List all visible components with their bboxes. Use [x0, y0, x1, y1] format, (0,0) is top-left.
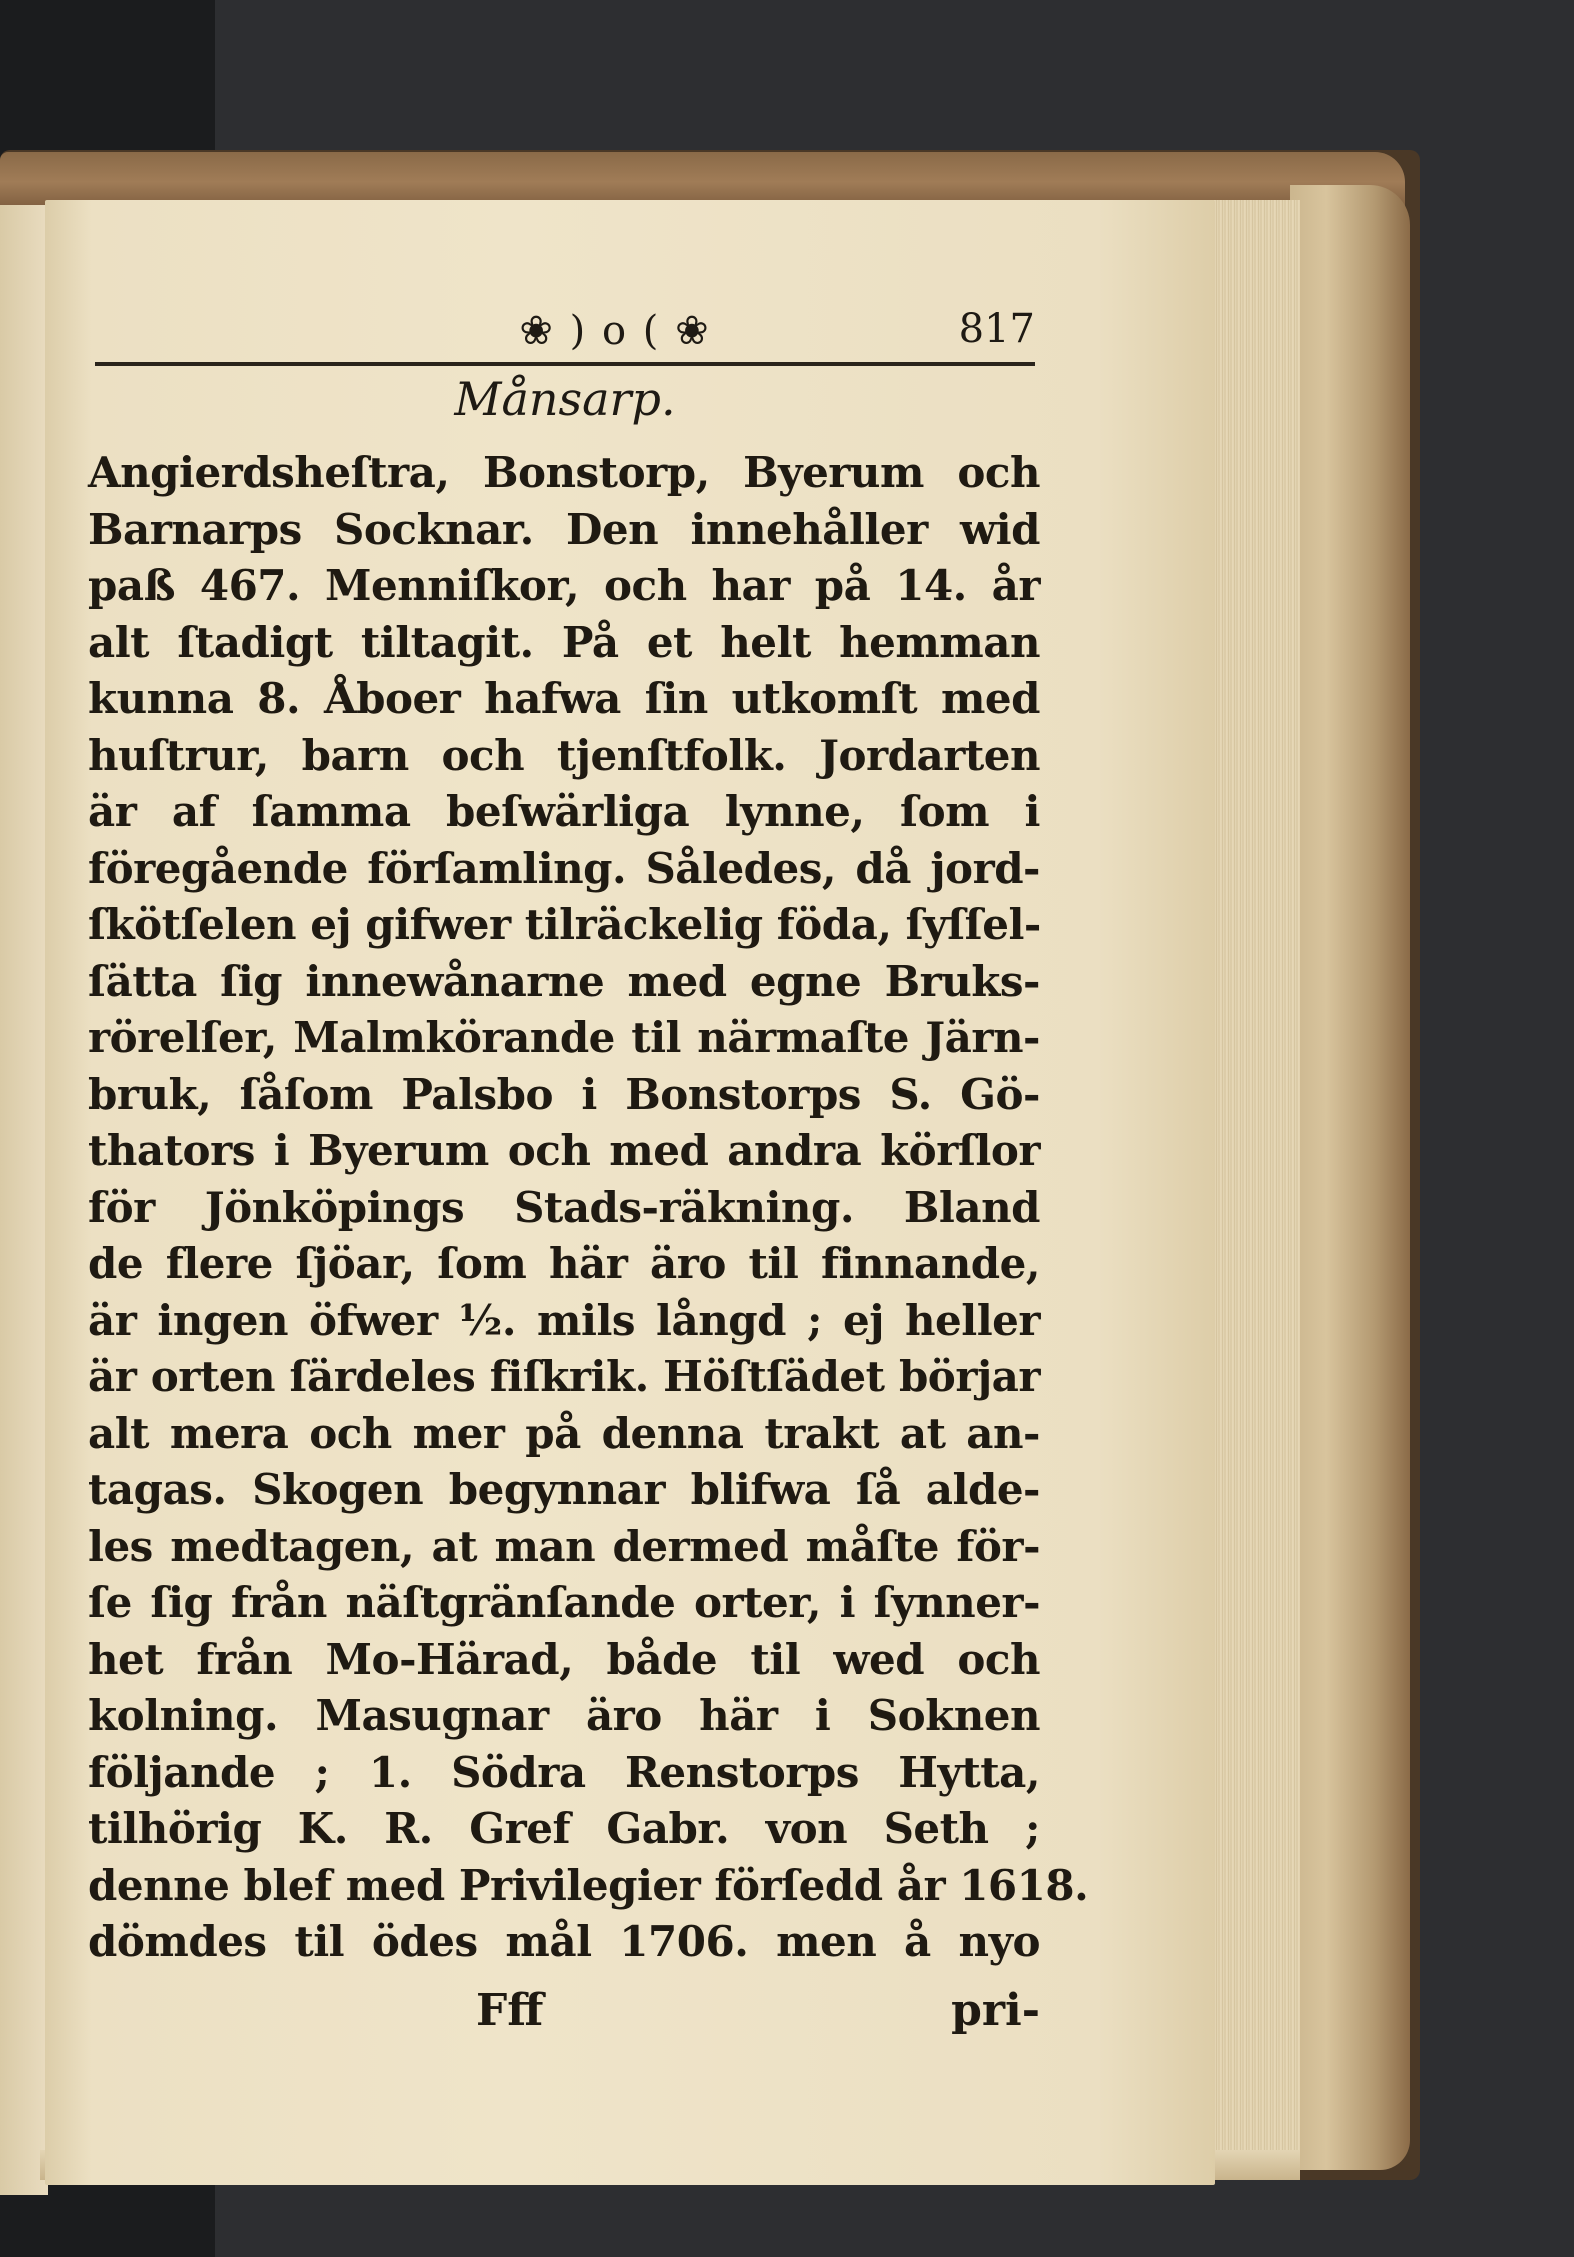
text-line: tagas. Skogen begynnar blifwa ſå alde-	[88, 1465, 1040, 1514]
book-binding-edge	[1290, 185, 1410, 2170]
text-line: tilhörig K. R. Gref Gabr. von Seth ;	[88, 1804, 1040, 1853]
text-line: het från Mo-Härad, både til wed och	[88, 1634, 1040, 1684]
text-line: Barnarps Socknar. Den innehåller wid	[88, 504, 1040, 554]
text-line: är af ſamma beſwärliga lynne, ſom i	[88, 787, 1040, 836]
header-ornament: ❀ ) o ( ❀	[519, 308, 711, 354]
text-line: ſätta ſig innewånarne med egne Bruks-	[88, 956, 1040, 1006]
page-footer	[88, 1985, 1040, 2045]
page-number: 817	[958, 306, 1035, 352]
text-line: följande ; 1. Södra Renstorps Hytta,	[88, 1747, 1040, 1797]
catchword: pri-	[951, 1985, 1040, 2036]
page-stack-edge	[1205, 200, 1300, 2155]
text-line: de flere ſjöar, ſom här äro til finnande,	[88, 1239, 1040, 1288]
text-line: bruk, ſåſom Palsbo i Bonstorps S. Gö-	[88, 1069, 1040, 1119]
text-line: kolning. Masugnar äro här i Soknen	[88, 1691, 1040, 1740]
header-rule	[95, 362, 1035, 366]
running-header	[95, 300, 1035, 360]
text-line: alt ſtadigt tiltagit. På et helt hemman	[88, 617, 1040, 667]
text-line: är orten ſärdeles fiſkrik. Höſtſädet börjar	[88, 1352, 1040, 1401]
text-line: les medtagen, at man dermed måſte för-	[88, 1521, 1040, 1571]
text-line: thators i Byerum och med andra körſlor	[88, 1126, 1040, 1175]
section-heading: Månsarp.	[454, 372, 676, 426]
text-line: dömdes til ödes mål 1706. men å nyo	[88, 1917, 1040, 1966]
text-line: ſe ſig från näſtgränſande orter, i ſynner-	[88, 1578, 1040, 1627]
text-line: ſkötſelen ej gifwer tilräckelig föda, ſyſſel-	[88, 900, 1041, 949]
text-line: rörelſer, Malmkörande til närmaſte Järn-	[88, 1013, 1040, 1062]
text-line: Angierdsheſtra, Bonstorp, Byerum och	[88, 448, 1040, 497]
text-line: är ingen öfwer ½. mils långd ; ej heller	[88, 1295, 1040, 1345]
text-line: föregående förſamling. Således, då jord-	[88, 843, 1040, 893]
text-line: för Jönköpings Stads-räkning. Bland	[88, 1182, 1040, 1232]
text-line: denne blef med Privilegier förſedd år 1618.	[88, 1860, 1089, 1910]
text-line: alt mera och mer på denna trakt at an-	[88, 1408, 1040, 1458]
text-line: paß 467. Menniſkor, och har på 14. år	[88, 561, 1040, 610]
text-line: huſtrur, barn och tjenſtfolk. Jordarten	[88, 730, 1040, 780]
facing-page-sliver	[0, 205, 48, 2195]
signature-mark: Fff	[476, 1985, 544, 2036]
text-line: kunna 8. Åboer hafwa ſin utkomſt med	[88, 674, 1040, 723]
